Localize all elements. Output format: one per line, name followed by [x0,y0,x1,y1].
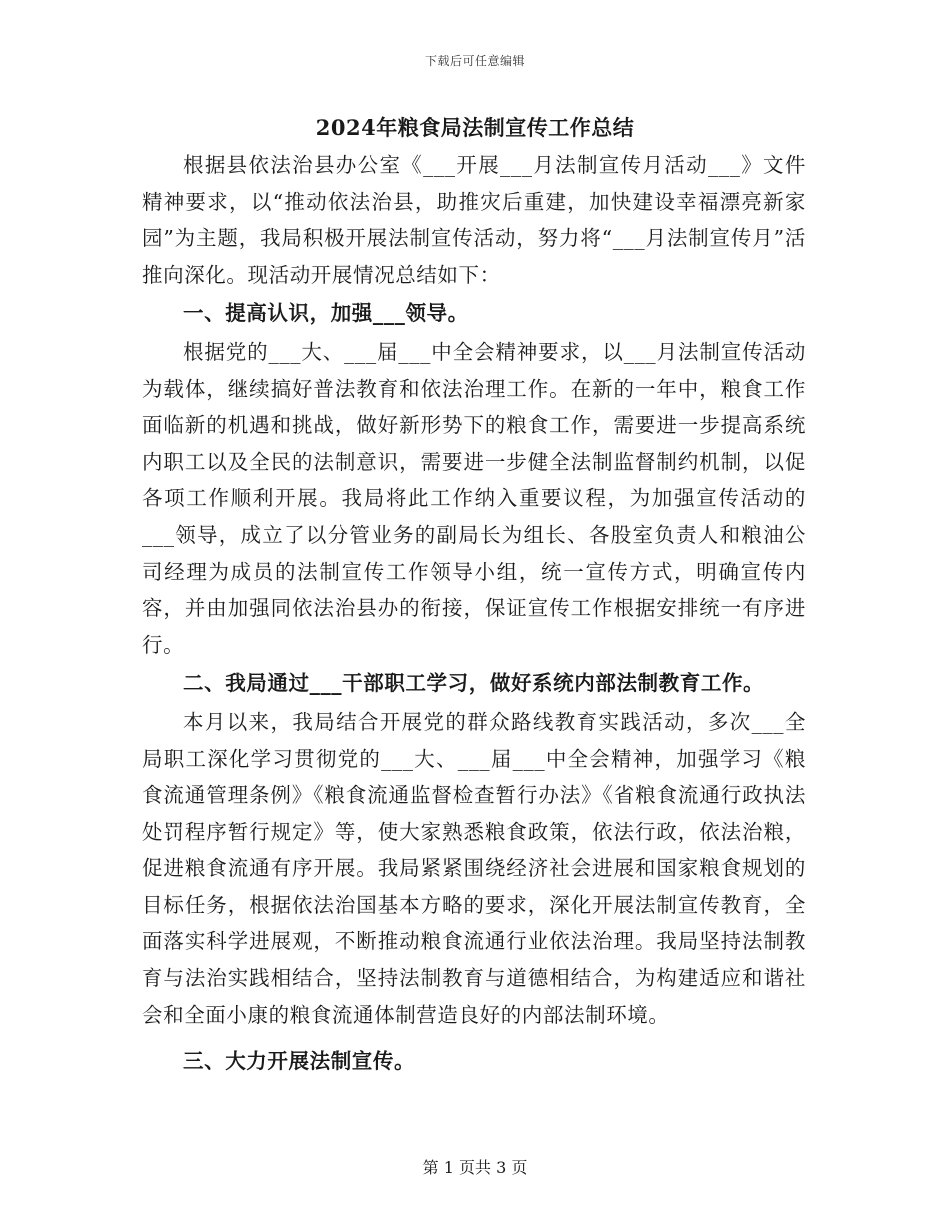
section-heading-1: 一、提高认识，加强___领导。 [183,301,469,326]
page-number: 第 1 页共 3 页 [422,1158,528,1177]
section-heading-3: 三、大力开展法制宣传。 [183,1049,416,1074]
document-body [142,147,806,1082]
intro-paragraph: 根据县依法治县办公室《___开展___月法制宣传月活动___》文件精神要求，以“推动依法治县，助推灾后重建，加快建设幸福漂亮新家园”为主题，我局积极开展法制宣传活动，努力将“___月法制宣传月”活推向深化。现活动开展情况总结如下： [142,153,806,287]
section-heading-2: 二、我局通过___干部职工学习，做好系统内部法制教育工作。 [183,671,765,696]
document-title: 2024年粮食局法制宣传工作总结 [315,115,635,140]
section-2-paragraph: 本月以来，我局结合开展党的群众路线教育实践活动，多次___全局职工深化学习贯彻党的___大、___届___中全会精神，加强学习《粮食流通管理条例》《粮食流通监督检查暂行办法》《省粮食流通行政执法处罚程序暂行规定》等，使大家熟悉粮食政策，依法行政，依法治粮，促进粮食流通有序开展。我局紧紧围绕经济社会进展和国家粮食规划的目标任务，根据依法治国基本方略的要求，深化开展法制宣传教育，全面落实科学进展观，不断推动粮食流通行业依法治理。我局坚持法制教育与法治实践相结合，坚持法制教育与道德相结合，为构建适应和谐社会和全面小康的粮食流通体制营造良好的内部法制环境。 [142,709,806,1027]
section-1-paragraph: 根据党的___大、___届___中全会精神要求，以___月法制宣传活动为载体，继续搞好普法教育和依法治理工作。在新的一年中，粮食工作面临新的机遇和挑战，做好新形势下的粮食工作，需要进一步提高系统内职工以及全民的法制意识，需要进一步健全法制监督制约机制，以促各项工作顺利开展。我局将此工作纳入重要议程，为加强宣传活动的___领导，成立了以分管业务的副局长为组长、各股室负责人和粮油公司经理为成员的法制宣传工作领导小组，统一宣传方式，明确宣传内容，并由加强同依法治县办的衔接，保证宣传工作根据安排统一有序进行。 [142,339,806,657]
page-header-note: 下载后可任意编辑 [424,54,525,68]
